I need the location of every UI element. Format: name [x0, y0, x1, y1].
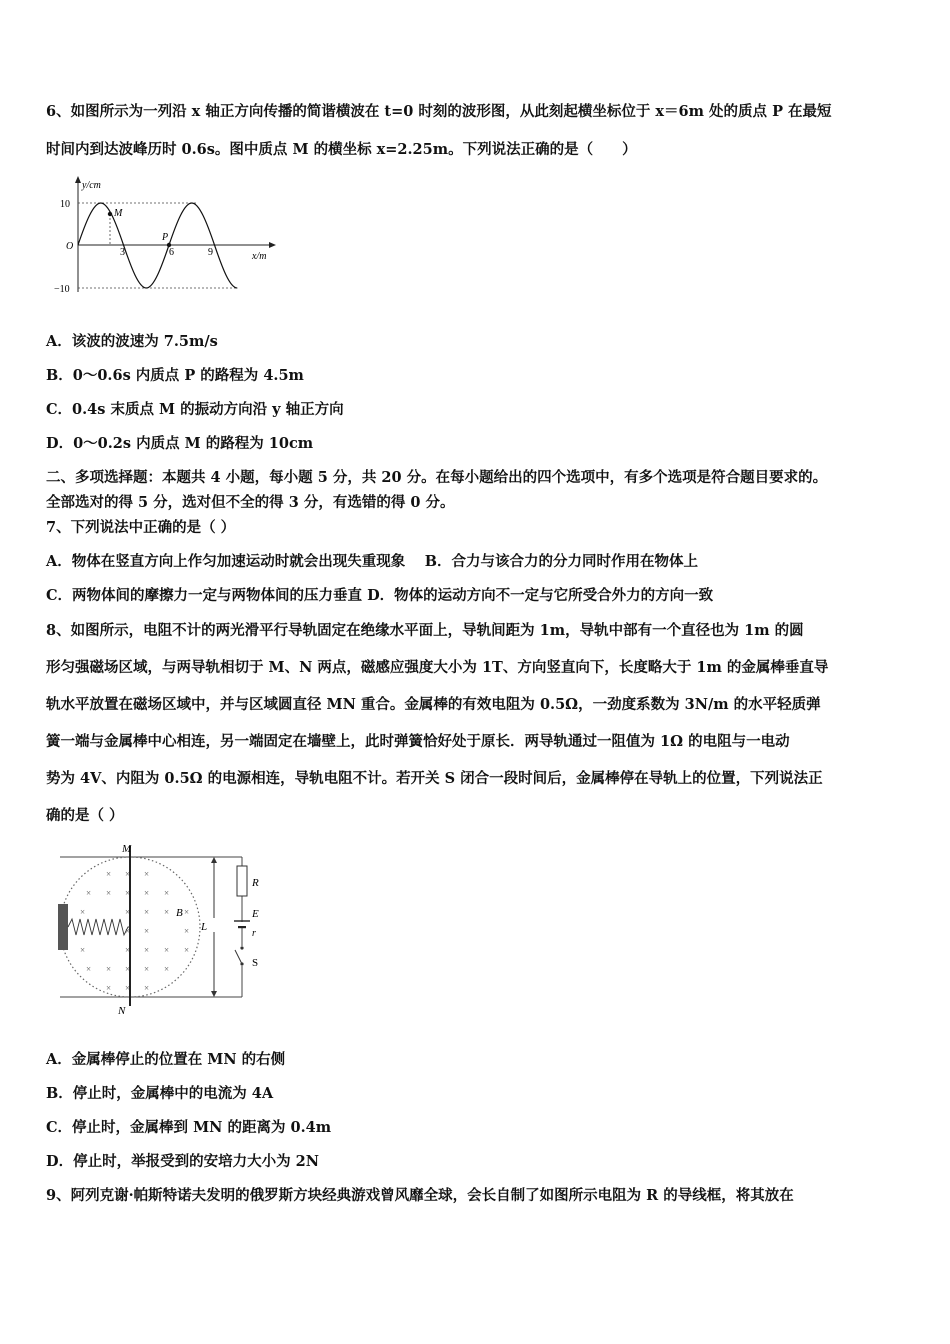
svg-text:×: × [184, 907, 190, 917]
svg-text:×: × [164, 907, 170, 917]
q8-stem-line6: 确的是（ ） [46, 807, 124, 824]
svg-text:×: × [144, 945, 150, 955]
q8-stem-line2: 形匀强磁场区域，与两导轨相切于 M、N 两点，磁感应强度大小为 1T、方向竖直向下，长度略大于 1m 的金属棒垂直导 [46, 659, 829, 676]
length-l-gap [209, 918, 219, 932]
svg-text:×: × [80, 945, 86, 955]
battery-gap [238, 922, 246, 926]
q8-stem-line1: 8、如图所示，电阻不计的两光滑平行导轨固定在绝缘水平面上，导轨间距为 1m，导轨中部有一个直径也为 1m 的圆 [46, 622, 804, 639]
q6-option-b: B．0～0.6s 内质点 P 的路程为 4.5m [46, 367, 304, 384]
q6-option-d: D．0～0.2s 内质点 M 的路程为 10cm [46, 435, 314, 452]
q8-stem-line4: 簧一端与金属棒中心相连，另一端固定在墙壁上，此时弹簧恰好处于原长．两导轨通过一阻值为 1Ω 的电阻与一电动 [46, 733, 790, 750]
y-axis-arrow [75, 176, 81, 183]
svg-text:×: × [86, 888, 92, 898]
q8-option-a: A．金属棒停止的位置在 MN 的右侧 [46, 1051, 286, 1068]
section2-line1: 二、多项选择题：本题共 4 小题，每小题 5 分，共 20 分。在每小题给出的四个选项中，有多个选项是符合题目要求的。 [46, 469, 828, 486]
point-m-marker [108, 212, 112, 216]
svg-text:×: × [144, 983, 150, 993]
point-p-label: P [162, 232, 169, 243]
q6-stem-line1: 6、如图所示为一列沿 x 轴正方向传播的简谐横波在 t=0 时刻的波形图，从此刻起横坐标位于 x＝6m 处的质点 P 在最短 [46, 103, 832, 120]
spring [68, 919, 130, 935]
svg-text:×: × [125, 983, 131, 993]
svg-text:×: × [125, 869, 131, 879]
y-tick-top: 10 [60, 199, 70, 210]
q8-option-c: C．停止时，金属棒到 MN 的距离为 0.4m [46, 1119, 332, 1136]
label-s: S [252, 957, 259, 969]
svg-text:×: × [106, 869, 112, 879]
svg-text:×: × [144, 964, 150, 974]
x-tick-6: 6 [169, 247, 174, 258]
label-b: B [176, 907, 183, 919]
q7-options-line1: A．物体在竖直方向上作匀加速运动时就会出现失重现象 B．合力与该合力的分力同时作用在物体上 [46, 553, 699, 570]
y-axis-label: y/cm [82, 180, 101, 191]
svg-text:×: × [144, 888, 150, 898]
q7-options-line2: C．两物体间的摩擦力一定与两物体间的压力垂直 D．物体的运动方向不一定与它所受合外力的方向一致 [46, 587, 714, 604]
origin-label: O [66, 241, 74, 252]
svg-text:×: × [164, 888, 170, 898]
switch-contact-top [240, 946, 243, 949]
q8-stem-line5: 势为 4V、内阻为 0.5Ω 的电源相连，导轨电阻不计。若开关 S 闭合一段时间后，金属棒停在导轨上的位置，下列说法正 [46, 770, 823, 787]
q6-option-a: A．该波的波速为 7.5m/s [46, 333, 218, 350]
q7-stem: 7、下列说法中正确的是（ ） [46, 519, 236, 536]
svg-text:×: × [86, 964, 92, 974]
resistor-r [237, 866, 247, 896]
svg-text:×: × [125, 888, 131, 898]
svg-text:×: × [106, 888, 112, 898]
y-tick-bottom: −10 [54, 284, 70, 295]
svg-text:×: × [125, 907, 131, 917]
q6-option-c: C．0.4s 末质点 M 的振动方向沿 y 轴正方向 [46, 401, 344, 418]
point-m-label: M [114, 208, 123, 219]
x-axis-label: x/m [252, 251, 267, 262]
q9-stem-line1: 9、阿列克谢·帕斯特诺夫发明的俄罗斯方块经典游戏曾风靡全球，会长自制了如图所示电阻为 R 的导线框，将其放在 [46, 1187, 794, 1204]
q6-stem-line2: 时间内到达波峰历时 0.6s。图中质点 M 的横坐标 x=2.25m。下列说法正确的是（ ） [46, 141, 637, 158]
wall [58, 904, 68, 950]
q8-stem-line3: 轨水平放置在磁场区域中，并与区域圆直径 MN 重合。金属棒的有效电阻为 0.5Ω，一劲度系数为 3N/m 的水平轻质弹 [46, 696, 821, 713]
svg-text:×: × [144, 907, 150, 917]
length-l-arrow-top [211, 857, 217, 863]
svg-text:×: × [144, 926, 150, 936]
q8-option-d: D．停止时，举报受到的安培力大小为 2N [46, 1153, 319, 1170]
svg-text:×: × [184, 945, 190, 955]
label-n: N [118, 1005, 126, 1017]
svg-text:×: × [125, 926, 131, 936]
label-r-internal: r [252, 928, 256, 939]
svg-text:×: × [184, 926, 190, 936]
q6-wave-figure [44, 174, 284, 299]
svg-text:×: × [125, 964, 131, 974]
svg-text:×: × [80, 907, 86, 917]
svg-text:×: × [125, 945, 131, 955]
svg-text:×: × [164, 964, 170, 974]
label-l: L [201, 921, 208, 933]
label-m: M [122, 843, 132, 855]
section2-line2: 全部选对的得 5 分，选对但不全的得 3 分，有选错的得 0 分。 [46, 494, 455, 511]
svg-text:×: × [106, 964, 112, 974]
svg-text:×: × [106, 983, 112, 993]
label-e: E [252, 908, 259, 920]
x-tick-9: 9 [208, 247, 213, 258]
svg-text:×: × [164, 945, 170, 955]
x-tick-3: 3 [120, 247, 125, 258]
x-axis-arrow [269, 242, 276, 248]
field-markers [80, 869, 189, 993]
length-l-arrow-bottom [211, 991, 217, 997]
q8-circuit-figure [54, 838, 270, 1018]
q8-option-b: B．停止时，金属棒中的电流为 4A [46, 1085, 274, 1102]
svg-text:×: × [144, 869, 150, 879]
label-r-resistor: R [252, 877, 259, 889]
